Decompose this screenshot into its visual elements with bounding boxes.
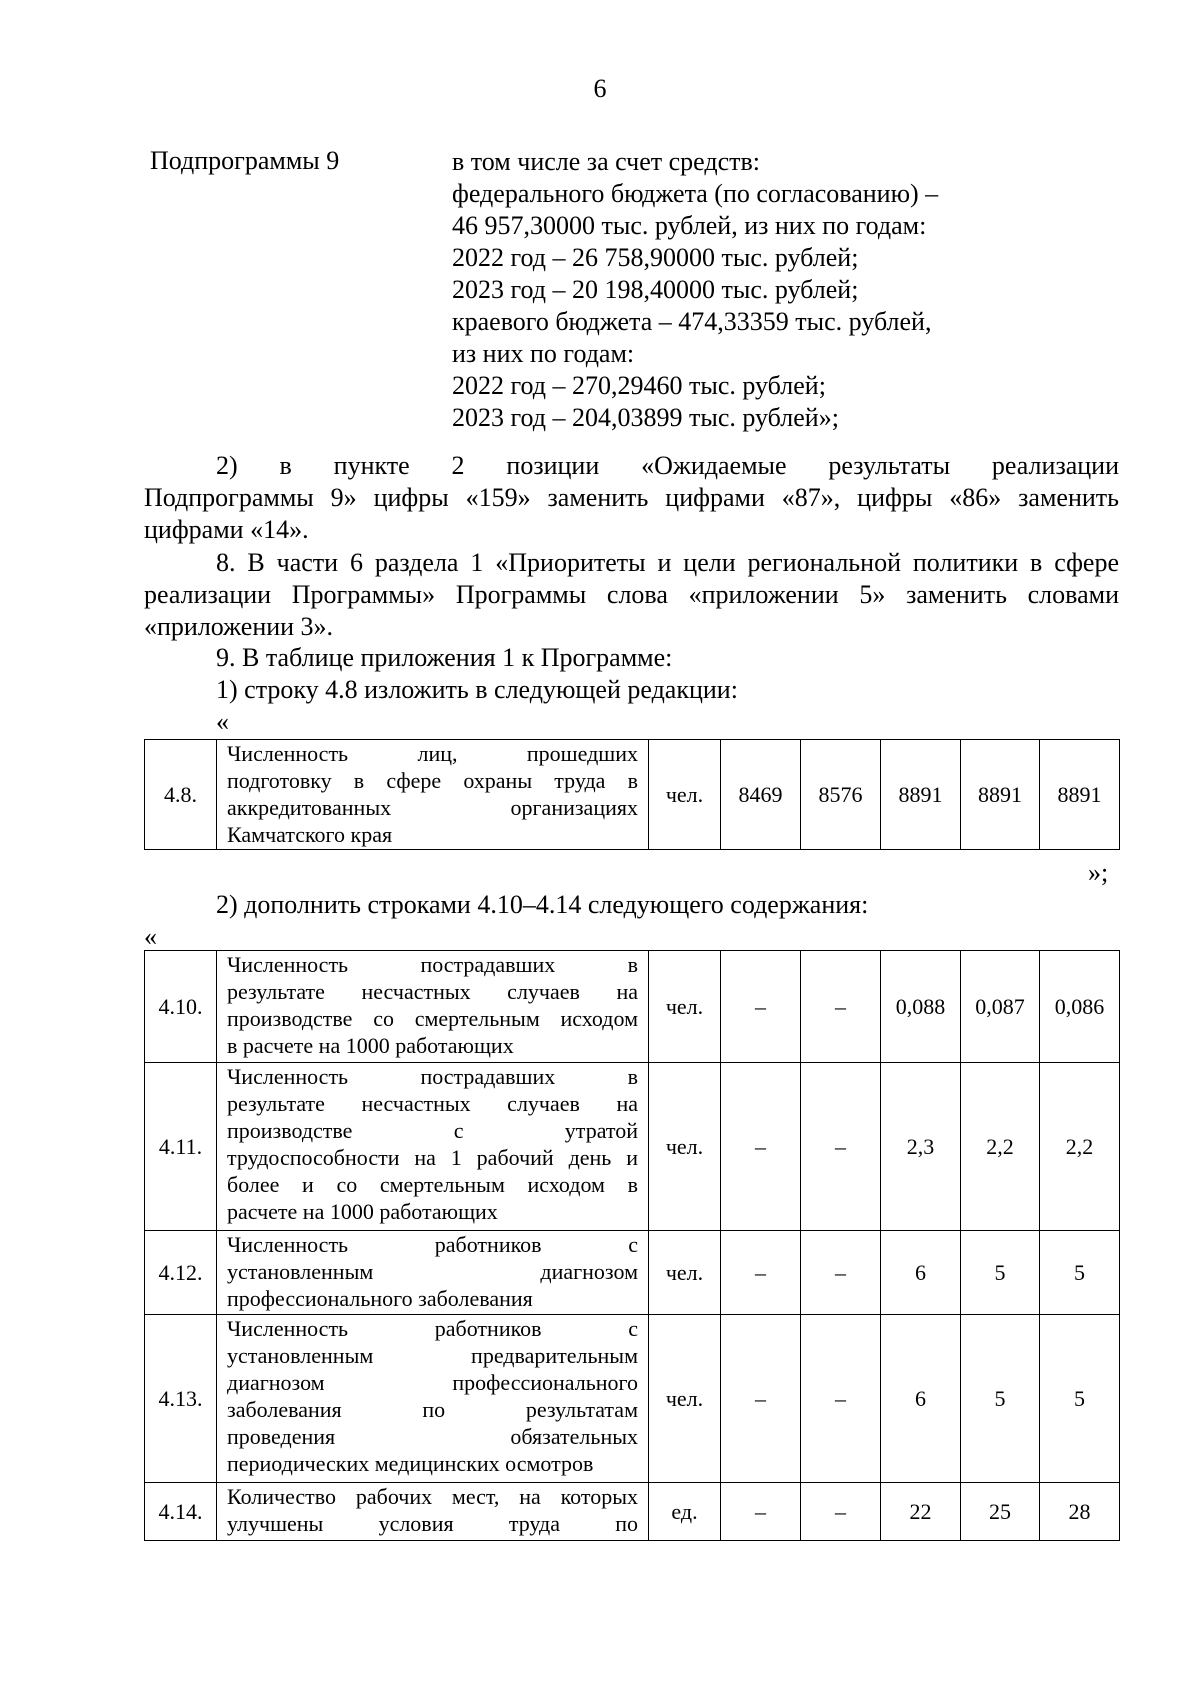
paragraph-line: цифрами «14».	[144, 515, 309, 544]
row-description	[217, 1231, 649, 1315]
unit-cell: чел.	[649, 951, 721, 1063]
unit-cell: чел.	[649, 1315, 721, 1483]
desc-line: более и со смертельным исходом в	[227, 1172, 638, 1197]
value-cell: 0,087	[961, 951, 1040, 1063]
desc-line: Количество рабочих мест, на которых	[227, 1484, 638, 1509]
table-rows-4-10-4-14	[144, 950, 1120, 1541]
value-cell: 5	[1040, 1315, 1120, 1483]
table-row	[145, 740, 1120, 850]
value-cell: 22	[881, 1483, 961, 1541]
desc-line: Камчатского края	[227, 822, 393, 847]
desc-line: в расчете на 1000 работающих	[227, 1033, 514, 1058]
funding-line: краевого бюджета – 474,33359 тыс. рублей,	[452, 307, 932, 336]
row-number: 4.14.	[145, 1483, 217, 1541]
desc-line: результате несчастных случаев на	[227, 979, 638, 1004]
value-cell: 8469	[721, 740, 801, 850]
unit-cell: чел.	[649, 740, 721, 850]
desc-line: Численность пострадавших в	[227, 952, 638, 977]
value-cell: 28	[1040, 1483, 1120, 1541]
value-cell: 8576	[801, 740, 881, 850]
desc-line: трудоспособности на 1 рабочий день и	[227, 1145, 638, 1170]
value-cell: 25	[961, 1483, 1040, 1541]
value-cell: 2,3	[881, 1063, 961, 1231]
desc-line: Численность работников с	[227, 1316, 638, 1341]
desc-line: заболевания по результатам	[227, 1397, 638, 1422]
desc-line: подготовку в сфере охраны труда в	[227, 768, 638, 793]
value-cell: –	[801, 951, 881, 1063]
value-cell: 0,086	[1040, 951, 1120, 1063]
value-cell: –	[801, 1231, 881, 1315]
value-cell: 5	[961, 1231, 1040, 1315]
desc-line: улучшены условия труда по	[227, 1511, 638, 1536]
desc-line: установленным диагнозом	[227, 1259, 638, 1284]
paragraph-line: 8. В части 6 раздела 1 «Приоритеты и цели региональной политики в сфере	[216, 548, 1119, 577]
desc-line: Численность пострадавших в	[227, 1064, 638, 1089]
row-description	[217, 740, 649, 850]
close-quote: »;	[1088, 858, 1109, 887]
value-cell: –	[801, 1063, 881, 1231]
desc-line: диагнозом профессионального	[227, 1370, 638, 1395]
row-description	[217, 1483, 649, 1541]
table-row-4-8	[144, 739, 1120, 850]
row-number: 4.12.	[145, 1231, 217, 1315]
funding-line: федерального бюджета (по согласованию) –	[452, 179, 939, 208]
table-row	[145, 1231, 1120, 1315]
value-cell: 8891	[1040, 740, 1120, 850]
desc-line: периодических медицинских осмотров	[227, 1451, 594, 1476]
table-row	[145, 1483, 1120, 1541]
desc-line: Численность работников с	[227, 1232, 638, 1257]
row-number: 4.8.	[145, 740, 217, 850]
row-description	[217, 951, 649, 1063]
row-number: 4.13.	[145, 1315, 217, 1483]
paragraph-9: 9. В таблице приложения 1 к Программе:	[216, 643, 673, 672]
funding-line: 2022 год – 270,29460 тыс. рублей;	[452, 371, 826, 400]
paragraph-line: Подпрограммы 9» цифры «159» заменить цифрами «87», цифры «86» заменить	[144, 483, 1119, 512]
item-2-text: 2) дополнить строками 4.10–4.14 следующего содержания:	[216, 890, 869, 919]
page-number: 6	[593, 74, 607, 103]
value-cell: 8891	[881, 740, 961, 850]
desc-line: Численность лиц, прошедших	[227, 741, 638, 766]
funding-line: 2023 год – 204,03899 тыс. рублей»;	[452, 403, 839, 432]
table-row	[145, 951, 1120, 1063]
value-cell: 5	[961, 1315, 1040, 1483]
value-cell: –	[721, 1063, 801, 1231]
paragraph-line: «приложении 3».	[144, 612, 334, 641]
value-cell: –	[721, 951, 801, 1063]
row-description	[217, 1315, 649, 1483]
item-1-text: 1) строку 4.8 изложить в следующей редакции:	[216, 675, 738, 704]
desc-line: установленным предварительным	[227, 1343, 638, 1368]
value-cell: 6	[881, 1231, 961, 1315]
funding-line: из них по годам:	[452, 339, 635, 368]
funding-line: 46 957,30000 тыс. рублей, из них по годам:	[452, 211, 927, 240]
value-cell: –	[801, 1483, 881, 1541]
unit-cell: чел.	[649, 1063, 721, 1231]
funding-line: 2022 год – 26 758,90000 тыс. рублей;	[452, 243, 859, 272]
value-cell: 5	[1040, 1231, 1120, 1315]
row-number: 4.10.	[145, 951, 217, 1063]
value-cell: 2,2	[1040, 1063, 1120, 1231]
unit-cell: чел.	[649, 1231, 721, 1315]
open-quote: «	[144, 922, 157, 951]
row-number: 4.11.	[145, 1063, 217, 1231]
paragraph-line: реализации Программы» Программы слова «приложении 5» заменить словами	[144, 580, 1119, 609]
open-quote: «	[216, 707, 229, 736]
value-cell: –	[721, 1315, 801, 1483]
subprogram-label: Подпрограммы 9	[150, 146, 340, 175]
table-row	[145, 1315, 1120, 1483]
row-description	[217, 1063, 649, 1231]
desc-line: результате несчастных случаев на	[227, 1091, 638, 1116]
desc-line: производстве со смертельным исходом	[227, 1006, 638, 1031]
value-cell: 6	[881, 1315, 961, 1483]
desc-line: профессионального заболевания	[227, 1286, 533, 1311]
funding-text	[452, 146, 938, 434]
value-cell: 8891	[961, 740, 1040, 850]
value-cell: 0,088	[881, 951, 961, 1063]
table-row	[145, 1063, 1120, 1231]
desc-line: аккредитованных организациях	[227, 795, 638, 820]
unit-cell: ед.	[649, 1483, 721, 1541]
desc-line: производстве с утратой	[227, 1118, 638, 1143]
desc-line: проведения обязательных	[227, 1424, 638, 1449]
paragraph-line: 2) в пункте 2 позиции «Ожидаемые результаты реализации	[216, 451, 1119, 480]
value-cell: –	[721, 1483, 801, 1541]
funding-line: в том числе за счет средств:	[452, 147, 760, 176]
paragraph-item-2	[144, 450, 1119, 546]
value-cell: 2,2	[961, 1063, 1040, 1231]
desc-line: расчете на 1000 работающих	[227, 1199, 498, 1224]
funding-line: 2023 год – 20 198,40000 тыс. рублей;	[452, 275, 859, 304]
value-cell: –	[801, 1315, 881, 1483]
paragraph-8	[144, 547, 1119, 643]
value-cell: –	[721, 1231, 801, 1315]
